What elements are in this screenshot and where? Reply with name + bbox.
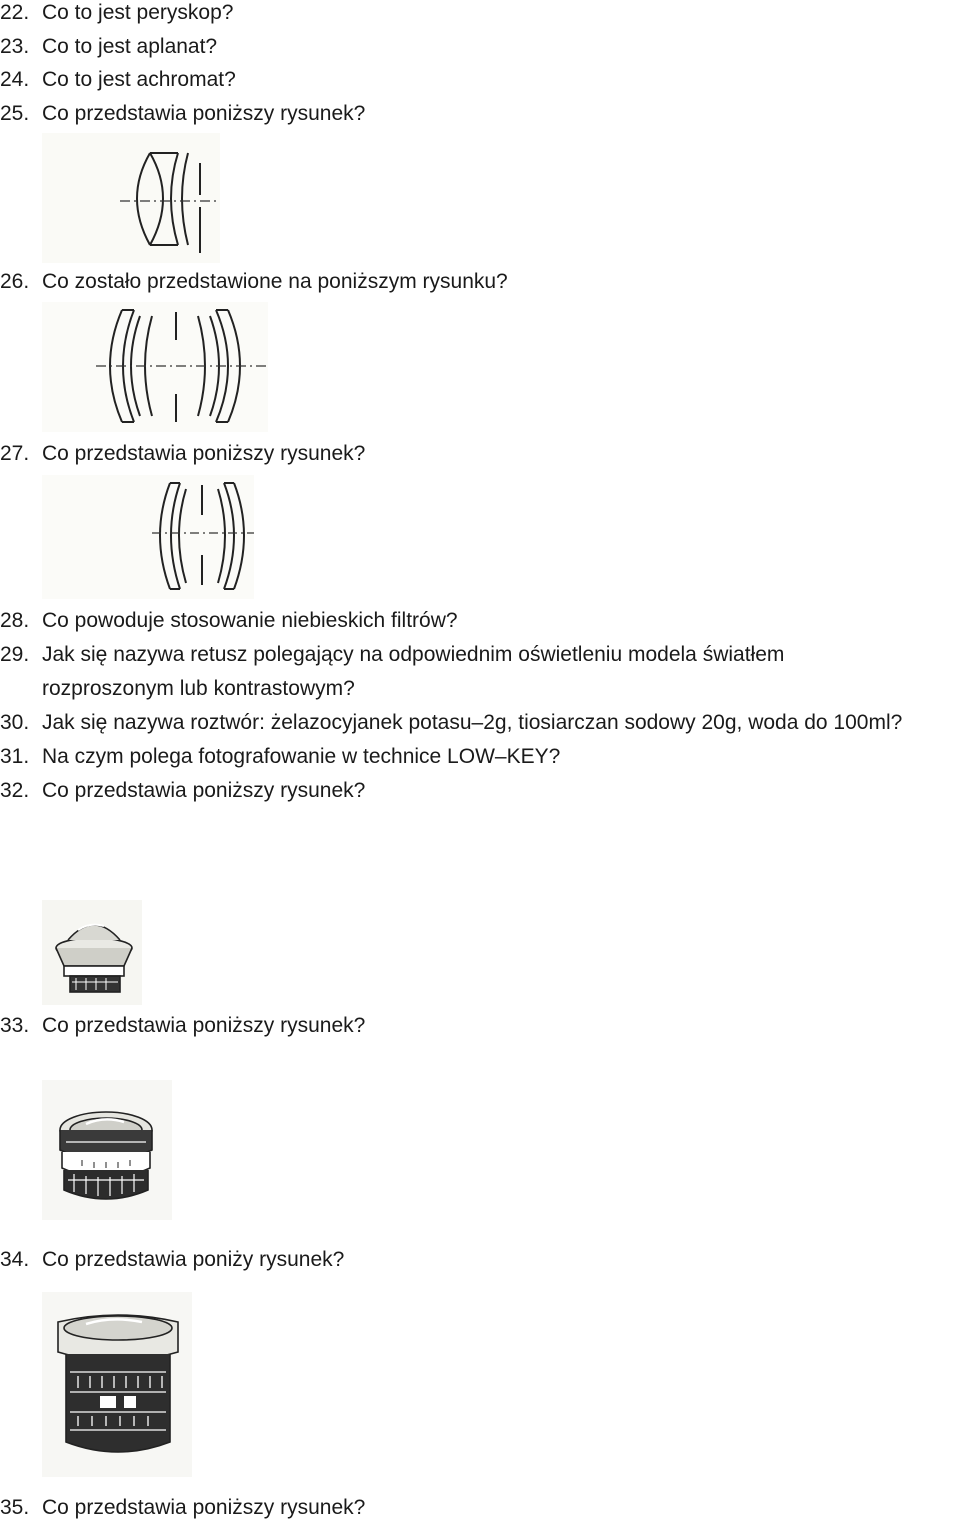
question-text: Co przedstawia poniższy rysunek? [42,1014,366,1037]
question-25 [0,101,365,127]
question-number: 23. [0,35,30,58]
question-text: Jak się nazywa retusz polegający na odpowiednim oświetleniu modela światłem [42,643,785,666]
lens-diagram-icon [42,302,268,432]
question-23 [0,34,217,60]
question-text: Co przedstawia poniższy rysunek? [42,1496,366,1519]
question-text: Co przedstawia poniższy rysunek? [42,102,366,125]
question-number: 30. [0,711,30,734]
question-26 [0,269,508,295]
question-number: 31. [0,745,30,768]
question-24 [0,67,236,93]
question-number: 27. [0,442,30,465]
question-27 [0,441,365,467]
question-32 [0,778,365,804]
question-number: 25. [0,102,30,125]
question-number: 32. [0,779,30,802]
question-33 [0,1013,365,1039]
question-28 [0,608,458,634]
question-text: Co to jest peryskop? [42,1,234,24]
question-text: Jak się nazywa roztwór: żelazocyjanek potasu–2g, tiosiarczan sodowy 20g, woda do 100ml? [42,711,903,734]
question-text: Co powoduje stosowanie niebieskich filtrów? [42,609,458,632]
question-text: Co przedstawia poniższy rysunek? [42,779,366,802]
question-22 [0,0,233,26]
camera-lens-icon [42,1292,192,1477]
question-number: 35. [0,1496,30,1519]
question-number: 33. [0,1014,30,1037]
question-number: 24. [0,68,30,91]
question-35 [0,1495,365,1521]
question-text-continued: rozproszonym lub kontrastowym? [42,677,355,700]
lens-diagram-icon [42,475,254,599]
question-34 [0,1247,344,1273]
question-text: Co przedstawia poniży rysunek? [42,1248,345,1271]
question-number: 29. [0,643,30,666]
camera-lens-icon [42,900,142,1005]
question-text: Na czym polega fotografowanie w technice LOW–KEY? [42,745,561,768]
question-30 [0,710,902,736]
question-number: 26. [0,270,30,293]
camera-lens-icon [42,1080,172,1220]
question-text: Co to jest achromat? [42,68,236,91]
question-number: 34. [0,1248,30,1271]
question-number: 22. [0,1,30,24]
question-text: Co zostało przedstawione na poniższym rysunku? [42,270,508,293]
question-text: Co przedstawia poniższy rysunek? [42,442,366,465]
question-31 [0,744,560,770]
question-29 [0,642,785,700]
question-text: Co to jest aplanat? [42,35,218,58]
question-number: 28. [0,609,30,632]
lens-diagram-icon [42,133,220,263]
